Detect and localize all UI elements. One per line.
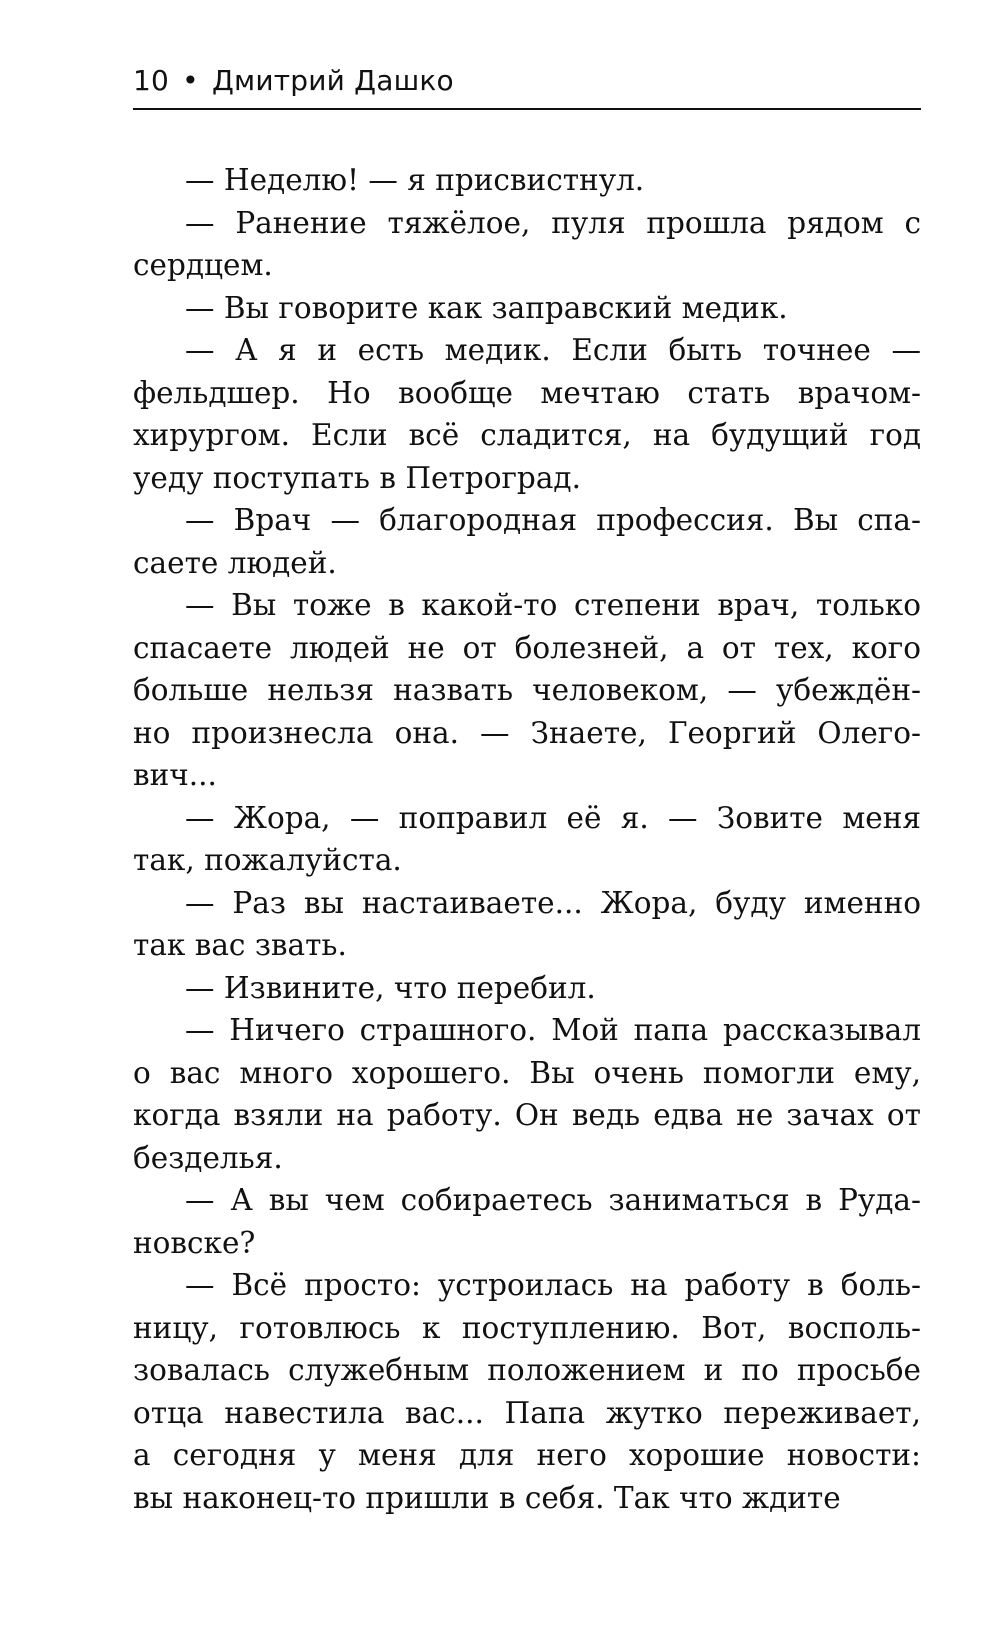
text-line: но произнесла она. — Знаете, Георгий Олего- bbox=[133, 715, 921, 750]
text-line: уеду поступать в Петроград. bbox=[133, 460, 581, 495]
text-line: хирургом. Если всё сладится, на будущий год bbox=[133, 418, 921, 452]
paragraph bbox=[133, 329, 921, 499]
text-line: безделья. bbox=[133, 1140, 283, 1175]
text-line: фельдшер. Но вообще мечтаю стать врачом- bbox=[133, 375, 921, 410]
paragraph bbox=[133, 202, 921, 287]
paragraph bbox=[133, 967, 921, 1010]
text-line: спасаете людей не от болезней, а от тех, кого bbox=[133, 630, 921, 665]
text-line: а сегодня у меня для него хорошие новости: bbox=[133, 1438, 921, 1472]
text-line: новске? bbox=[133, 1225, 256, 1260]
page-number: 10 bbox=[133, 64, 170, 97]
text-line: — Вы говорите как заправский медик. bbox=[185, 290, 788, 325]
text-line: сердцем. bbox=[133, 248, 273, 282]
body-text bbox=[133, 159, 921, 1519]
text-line: ницу, готовлюсь к поступлению. Вот, восполь- bbox=[133, 1310, 921, 1345]
text-line: — Ничего страшного. Мой папа рассказывал bbox=[185, 1013, 921, 1047]
text-line: так вас звать. bbox=[133, 928, 347, 962]
paragraph bbox=[133, 1009, 921, 1179]
header-separator: • bbox=[182, 64, 199, 97]
running-head bbox=[133, 62, 921, 100]
text-line: — А вы чем собираетесь заниматься в Руда- bbox=[185, 1183, 921, 1217]
text-line: так, пожалуйста. bbox=[133, 843, 402, 877]
header-rule bbox=[133, 108, 921, 110]
paragraph bbox=[133, 882, 921, 967]
paragraph bbox=[133, 499, 921, 584]
text-line: зовалась служебным положением и по просьбе bbox=[133, 1353, 921, 1387]
author-name: Дмитрий Дашко bbox=[211, 64, 454, 97]
text-line: когда взяли на работу. Он ведь едва не зачах от bbox=[133, 1098, 921, 1132]
text-line: вич... bbox=[133, 758, 217, 792]
text-line: — Всё просто: устроилась на работу в боль- bbox=[185, 1268, 921, 1302]
text-line: — Раз вы настаиваете... Жора, буду именно bbox=[185, 885, 921, 920]
text-line: — Вы тоже в какой-то степени врач, только bbox=[185, 588, 921, 622]
paragraph bbox=[133, 797, 921, 882]
text-line: — Извините, что перебил. bbox=[185, 970, 596, 1005]
text-line: — А я и есть медик. Если быть точнее — bbox=[185, 333, 921, 367]
paragraph bbox=[133, 1264, 921, 1519]
text-line: — Ранение тяжёлое, пуля прошла рядом с bbox=[185, 205, 921, 240]
paragraph bbox=[133, 1179, 921, 1264]
paragraph bbox=[133, 287, 921, 330]
text-line: саете людей. bbox=[133, 545, 337, 580]
text-line: о вас много хорошего. Вы очень помогли ему, bbox=[133, 1055, 921, 1090]
text-line: — Врач — благородная профессия. Вы спа- bbox=[185, 503, 921, 537]
text-line: отца навестила вас... Папа жутко переживает, bbox=[133, 1395, 921, 1430]
paragraph bbox=[133, 159, 921, 202]
text-line: — Жора, — поправил её я. — Зовите меня bbox=[185, 800, 921, 835]
paragraph bbox=[133, 584, 921, 797]
text-line: — Неделю! — я присвистнул. bbox=[185, 163, 645, 197]
text-line: больше нельзя назвать человеком, — убеждён- bbox=[133, 673, 921, 707]
text-line: вы наконец-то пришли в себя. Так что ждите bbox=[133, 1480, 841, 1515]
